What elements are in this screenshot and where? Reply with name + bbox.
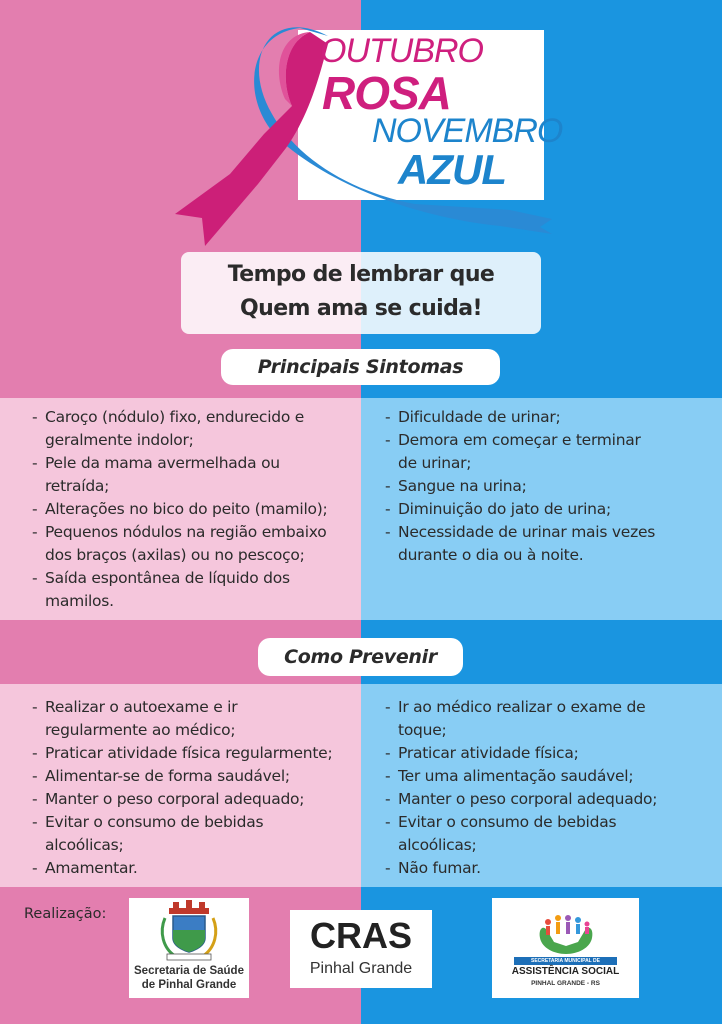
prevenir-right-list [385, 696, 685, 880]
sintomas-right-list [385, 406, 685, 567]
list-item: - Pequenos nódulos na região embaixo dos braços (axilas) ou no pescoço; [32, 523, 327, 564]
tagline-line2: Quem ama se cuida! [240, 296, 482, 321]
cras-logo [290, 910, 432, 988]
list-item: - Manter o peso corporal adequado; [385, 790, 658, 808]
list-item: - Evitar o consumo de bebidas alcoólicas; [32, 813, 264, 854]
list-item: - Caroço (nódulo) fixo, endurecido e geralmente indolor; [32, 408, 305, 449]
list-item: - Ir ao médico realizar o exame de toque; [385, 698, 646, 739]
list-item: - Não fumar. [385, 859, 481, 877]
azul-text: AZUL [398, 146, 506, 193]
cras-subtitle: Pinhal Grande [309, 960, 413, 977]
list-item: - Realizar o autoexame e ir regularmente ao médico; [32, 698, 238, 739]
secretaria-saude-logo [129, 898, 249, 998]
list-item: - Manter o peso corporal adequado; [32, 790, 305, 808]
prevenir-heading: Como Prevenir [258, 638, 463, 676]
list-item: - Praticar atividade física; [385, 744, 579, 762]
list-item: - Amamentar. [32, 859, 138, 877]
assistencia-social-name: ASSISTÊNCIA SOCIAL [511, 966, 620, 977]
tagline-line1: Tempo de lembrar que [227, 262, 495, 287]
prevenir-left-list [32, 696, 357, 880]
list-item: - Alterações no bico do peito (mamilo); [32, 500, 328, 518]
assistencia-social-logo [492, 898, 639, 998]
list-item: - Diminuição do jato de urina; [385, 500, 611, 518]
list-item: - Evitar o consumo de bebidas alcoólicas; [385, 813, 617, 854]
list-item: - Ter uma alimentação saudável; [385, 767, 634, 785]
list-item: - Demora em começar e terminar de urinar; [385, 431, 641, 472]
list-item: - Saída espontânea de líquido dos mamilos. [32, 569, 290, 610]
list-item: - Alimentar-se de forma saudável; [32, 767, 290, 785]
novembro-text: NOVEMBRO [372, 112, 563, 150]
rosa-text: ROSA [322, 67, 451, 119]
assistencia-social-city: PINHAL GRANDE - RS [531, 980, 600, 987]
cras-title: CRAS [309, 915, 412, 956]
list-item: - Pele da mama avermelhada ou retraída; [32, 454, 280, 495]
tagline-box [181, 252, 541, 334]
sintomas-heading: Principais Sintomas [221, 349, 500, 385]
list-item: - Dificuldade de urinar; [385, 408, 561, 426]
hands-family-icon [492, 898, 639, 956]
secretaria-saude-name: Secretaria de Saúde de Pinhal Grande [134, 965, 244, 991]
coat-of-arms-icon [129, 898, 249, 964]
outubro-text: OUTUBRO [320, 32, 483, 70]
sintomas-left-list [32, 406, 354, 613]
realizacao-label: Realização: [24, 906, 107, 922]
list-item: - Necessidade de urinar mais vezes durante o dia ou à noite. [385, 523, 656, 564]
assistencia-social-top: SECRETARIA MUNICIPAL DE [514, 957, 617, 965]
list-item: - Praticar atividade física regularmente; [32, 744, 333, 762]
list-item: - Sangue na urina; [385, 477, 527, 495]
